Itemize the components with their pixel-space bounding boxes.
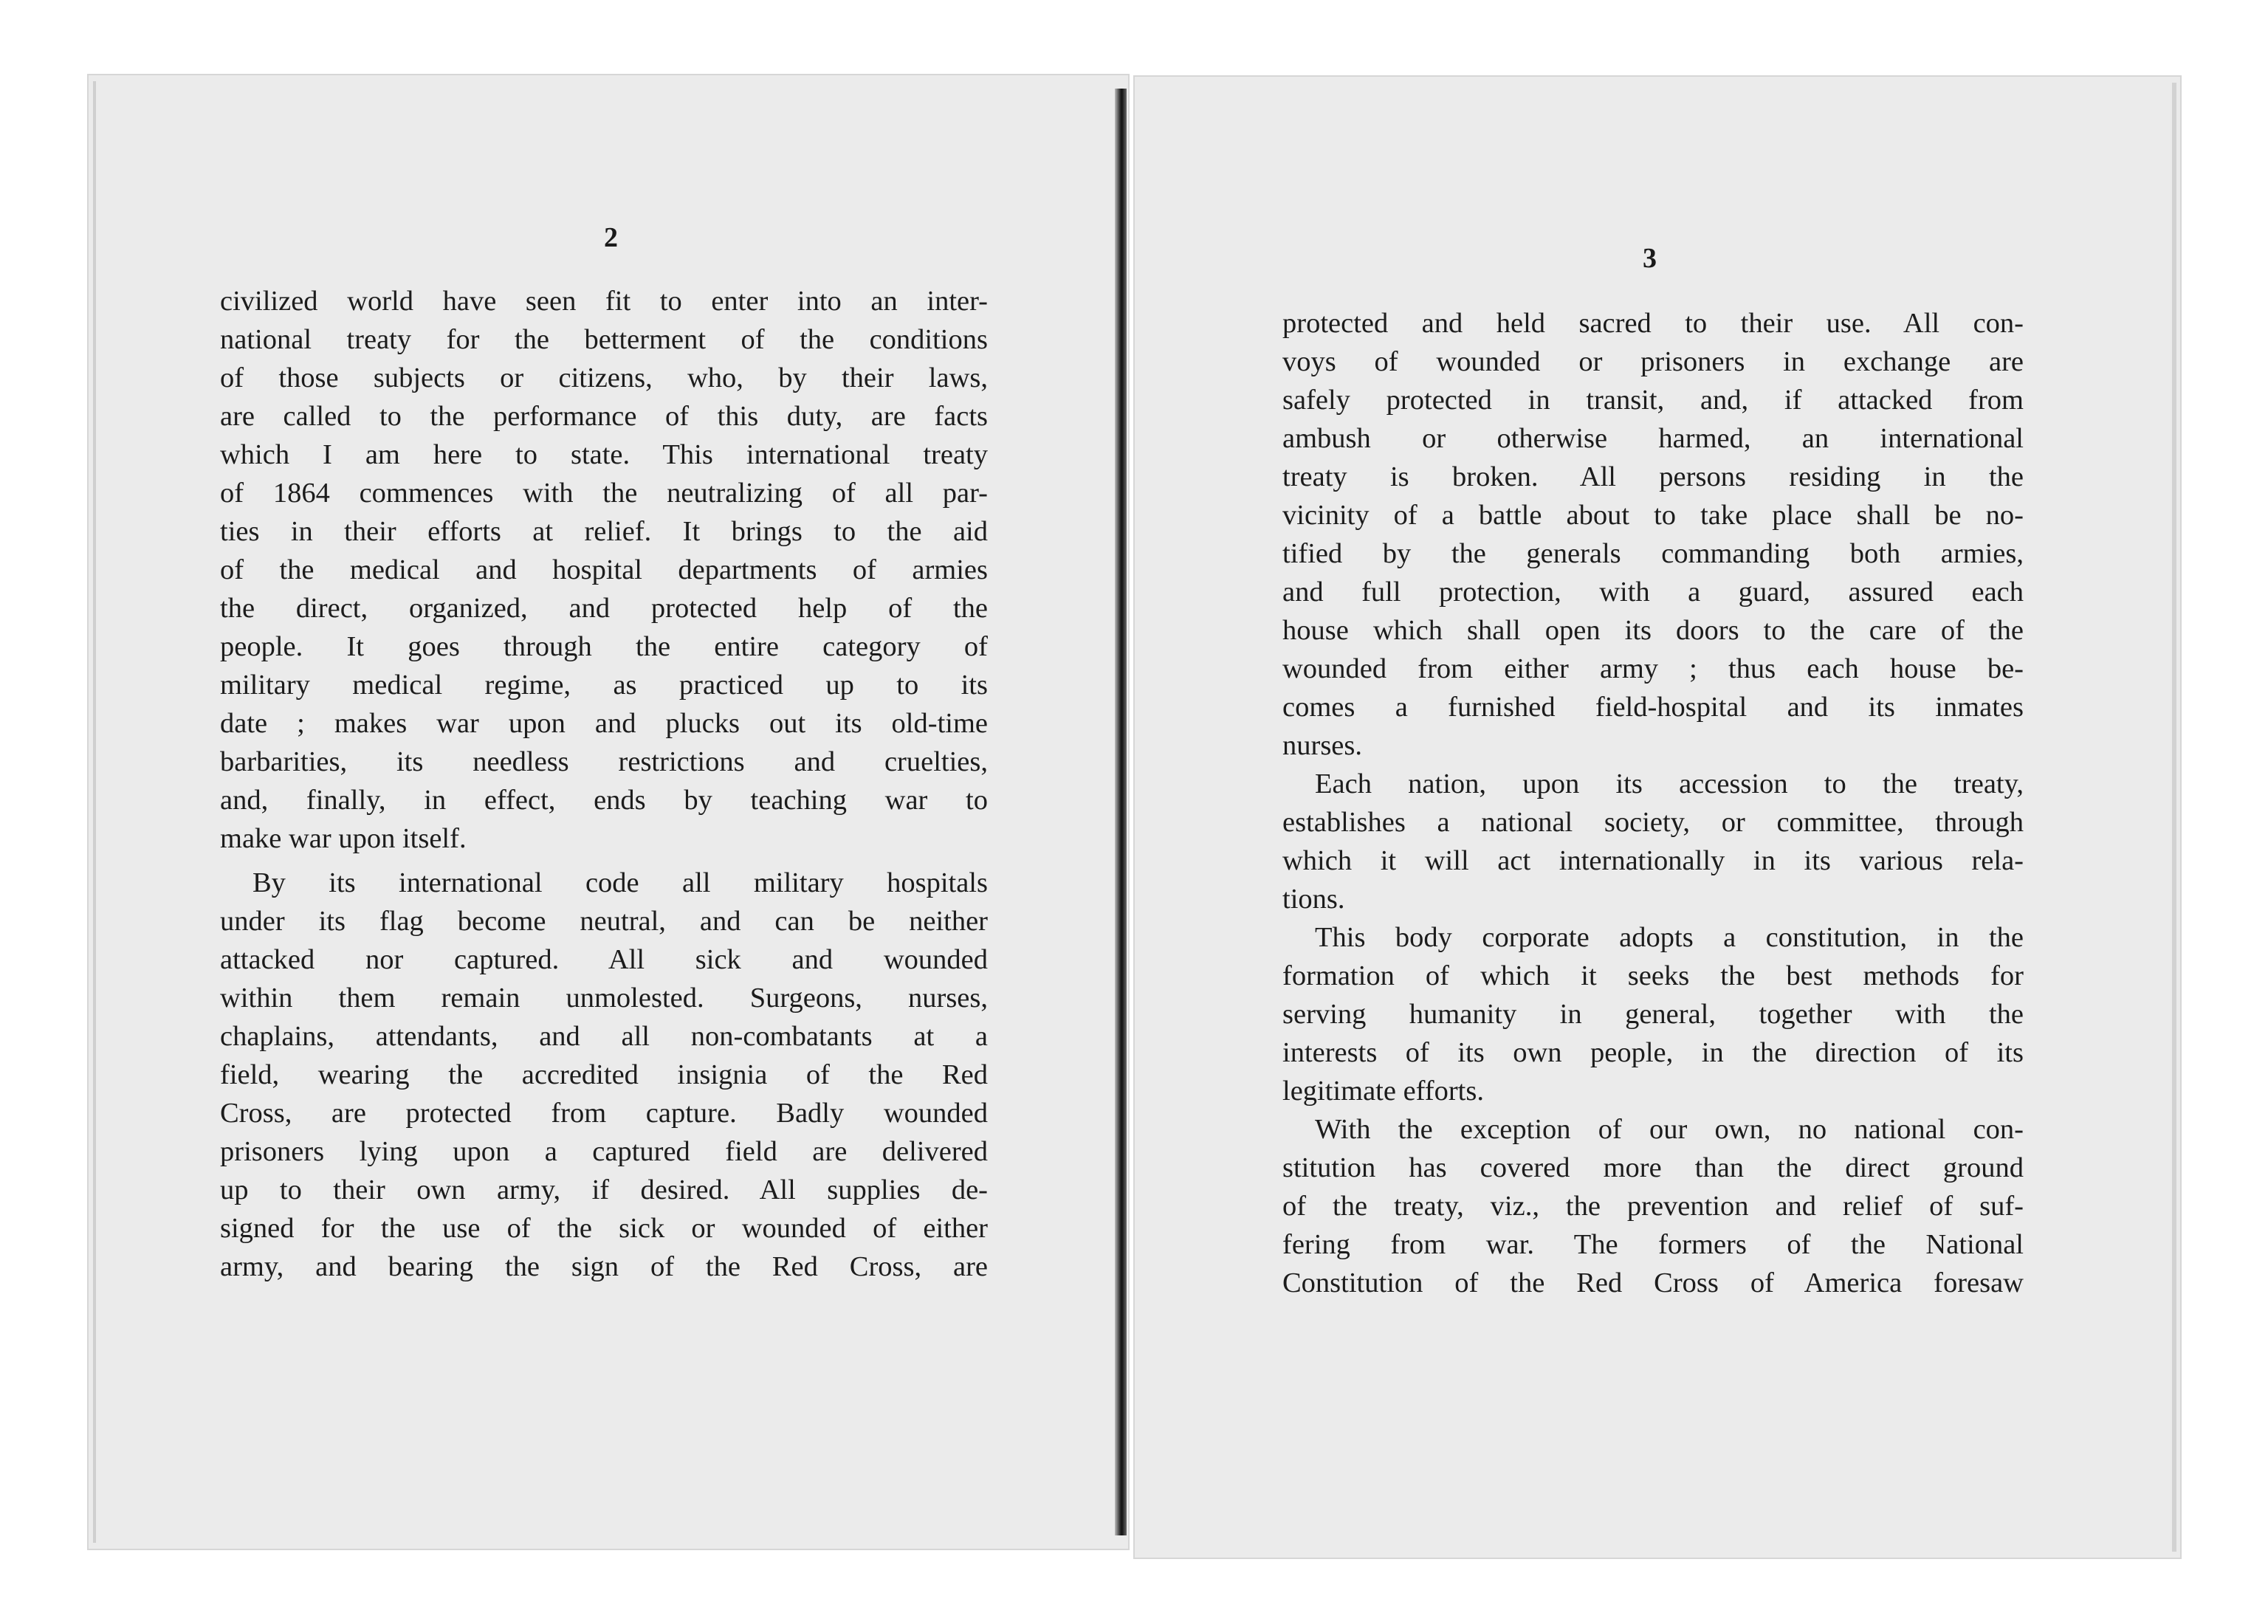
text-line: of the medical and hospital departments of armies — [220, 554, 988, 585]
text-line: Cross, are protected from capture. Badly wounded — [220, 1098, 988, 1129]
text-line: establishes a national society, or committee, through — [1282, 807, 2024, 838]
paragraph — [1282, 765, 2024, 918]
text-line: and full protection, with a guard, assured each — [1282, 577, 2024, 608]
paragraph — [1282, 1110, 2024, 1302]
text-line: ties in their efforts at relief. It brings to the aid — [220, 516, 988, 547]
text-line: attacked nor captured. All sick and wounded — [220, 944, 988, 975]
text-line: which I am here to state. This international treaty — [220, 439, 988, 470]
text-line: under its flag become neutral, and can be neither — [220, 906, 988, 937]
text-line: stitution has covered more than the direct ground — [1282, 1152, 2024, 1183]
text-line: national treaty for the betterment of the conditions — [220, 324, 988, 355]
left-page — [87, 74, 1130, 1550]
text-line: fering from war. The formers of the National — [1282, 1229, 2024, 1260]
paragraph — [220, 282, 988, 858]
text-line: and, finally, in effect, ends by teaching war to — [220, 785, 988, 816]
text-line: legitimate efforts. — [1282, 1076, 1484, 1107]
text-line: Each nation, upon its accession to the treaty, — [1315, 768, 2024, 799]
text-line: ambush or otherwise harmed, an international — [1282, 423, 2024, 454]
text-line: prisoners lying upon a captured field are delivered — [220, 1136, 988, 1167]
text-line: barbarities, its needless restrictions and cruelties, — [220, 746, 988, 777]
paragraph — [1282, 918, 2024, 1110]
text-line: voys of wounded or prisoners in exchange are — [1282, 346, 2024, 377]
text-line: within them remain unmolested. Surgeons, nurses, — [220, 983, 988, 1014]
text-line: signed for the use of the sick or wounded of either — [220, 1213, 988, 1244]
text-line: tified by the generals commanding both armies, — [1282, 538, 2024, 569]
text-line: of those subjects or citizens, who, by their laws, — [220, 362, 988, 393]
text-line: This body corporate adopts a constitution, in the — [1315, 922, 2024, 953]
page-edge-right — [2172, 83, 2176, 1552]
right-text-column — [1282, 304, 2024, 1302]
text-line: vicinity of a battle about to take place shall be no- — [1282, 500, 2024, 531]
text-line: make war upon itself. — [220, 823, 467, 854]
text-line: treaty is broken. All persons residing in the — [1282, 461, 2024, 492]
text-line: With the exception of our own, no national con- — [1315, 1114, 2024, 1145]
page-number-right: 3 — [1643, 243, 1657, 274]
page-number-left: 2 — [604, 222, 618, 253]
text-line: nurses. — [1282, 730, 1362, 761]
text-line: By its international code all military hospitals — [252, 867, 988, 898]
text-line: field, wearing the accredited insignia of the Red — [220, 1059, 988, 1090]
right-page — [1133, 75, 2182, 1559]
text-line: civilized world have seen fit to enter into an inter- — [220, 286, 988, 317]
text-line: up to their own army, if desired. All supplies de- — [220, 1174, 988, 1205]
text-line: comes a furnished field-hospital and its inmates — [1282, 692, 2024, 723]
text-line: people. It goes through the entire category of — [220, 631, 988, 662]
text-line: tions. — [1282, 884, 1345, 915]
text-line: military medical regime, as practiced up to its — [220, 670, 988, 701]
text-line: chaplains, attendants, and all non-combatants at a — [220, 1021, 988, 1052]
text-line: are called to the performance of this duty, are facts — [220, 401, 988, 432]
text-line: army, and bearing the sign of the Red Cross, are — [220, 1251, 988, 1282]
text-line: of the treaty, viz., the prevention and relief of suf- — [1282, 1191, 2024, 1222]
page-edge-left — [93, 81, 96, 1543]
text-line: house which shall open its doors to the care of the — [1282, 615, 2024, 646]
text-line: of 1864 commences with the neutralizing of all par- — [220, 478, 988, 509]
text-line: safely protected in transit, and, if attacked from — [1282, 385, 2024, 416]
text-line: serving humanity in general, together with the — [1282, 999, 2024, 1030]
book-gutter — [1115, 89, 1127, 1535]
text-line: protected and held sacred to their use. All con- — [1282, 308, 2024, 339]
paragraph — [1282, 304, 2024, 765]
left-text-column — [220, 282, 988, 1286]
text-line: formation of which it seeks the best methods for — [1282, 960, 2024, 991]
text-line: interests of its own people, in the direction of its — [1282, 1037, 2024, 1068]
text-line: the direct, organized, and protected help of the — [220, 593, 988, 624]
paragraph — [220, 864, 988, 1286]
text-line: wounded from either army ; thus each house be- — [1282, 653, 2024, 684]
text-line: which it will act internationally in its various rela- — [1282, 845, 2024, 876]
text-line: Constitution of the Red Cross of America foresaw — [1282, 1267, 2024, 1298]
text-line: date ; makes war upon and plucks out its old-time — [220, 708, 988, 739]
